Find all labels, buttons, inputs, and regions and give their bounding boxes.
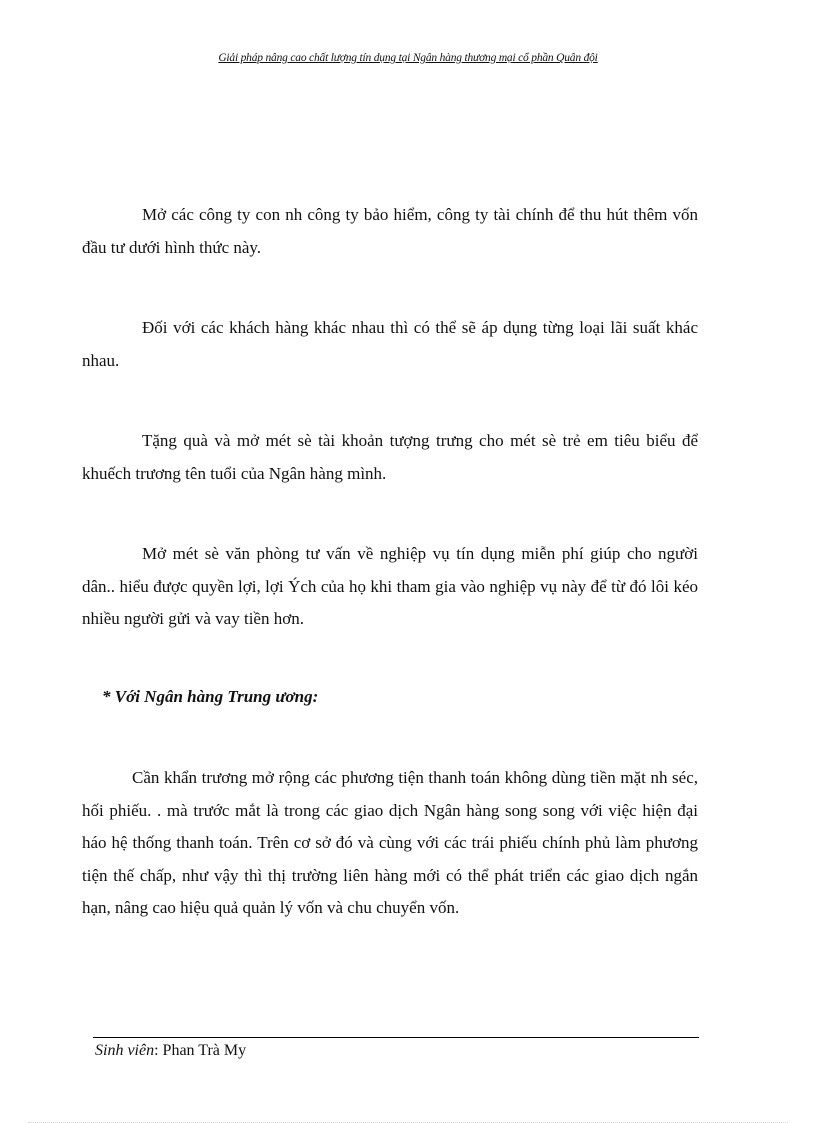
- footer-separator: :: [154, 1042, 163, 1059]
- paragraph-gift-accounts: Tặng quà và mở mét sè tài khoản tượng trưng cho mét sè trẻ em tiêu biểu để khuếch trương tên tuổi của Ngân hàng mình.: [82, 431, 698, 483]
- paragraph-interest-rates: Đối với các khách hàng khác nhau thì có thể sẽ áp dụng từng loại lãi suất khác nhau.: [82, 318, 698, 370]
- section-heading-central-bank: * Với Ngân hàng Trung ương:: [102, 687, 319, 706]
- paragraph-subsidiaries: Mở các công ty con nh công ty bảo hiểm, công ty tài chính để thu hút thêm vốn đầu tư dưới hình thức này.: [82, 205, 698, 257]
- footer-divider: [93, 1037, 699, 1038]
- page-footer: [95, 1042, 246, 1060]
- page-header: Giải pháp nâng cao chất lượng tín dụng tại Ngân hàng thương mại cổ phần Quân đội: [218, 52, 598, 64]
- footer-student-label: Sinh viên: [95, 1042, 155, 1059]
- paragraph-central-bank: Cần khẩn trương mở rộng các phương tiện thanh toán không dùng tiền mặt nh séc, hối phiếu. . mà trước mắt là trong các giao dịch Ngân hàng song song với việc hiện đại háo hệ thống thanh toán. Trên cơ sở đó và cùng với các trái phiếu chính phủ làm phương tiện thế chấp, như vậy thì thị trường liên hàng mới có thể phát triển các giao dịch ngắn hạn, nâng cao hiệu quả quản lý vốn và chu chuyển vốn.: [82, 768, 698, 918]
- paragraph-consulting-offices: Mở mét sè văn phòng tư vấn về nghiệp vụ tín dụng miễn phí giúp cho người dân.. hiểu được quyền lợi, lợi Ých của họ khi tham gia vào nghiệp vụ này để từ đó lôi kéo nhiều người gửi và vay tiền hơn.: [82, 544, 698, 628]
- footer-student-name: Phan Trà My: [162, 1042, 247, 1059]
